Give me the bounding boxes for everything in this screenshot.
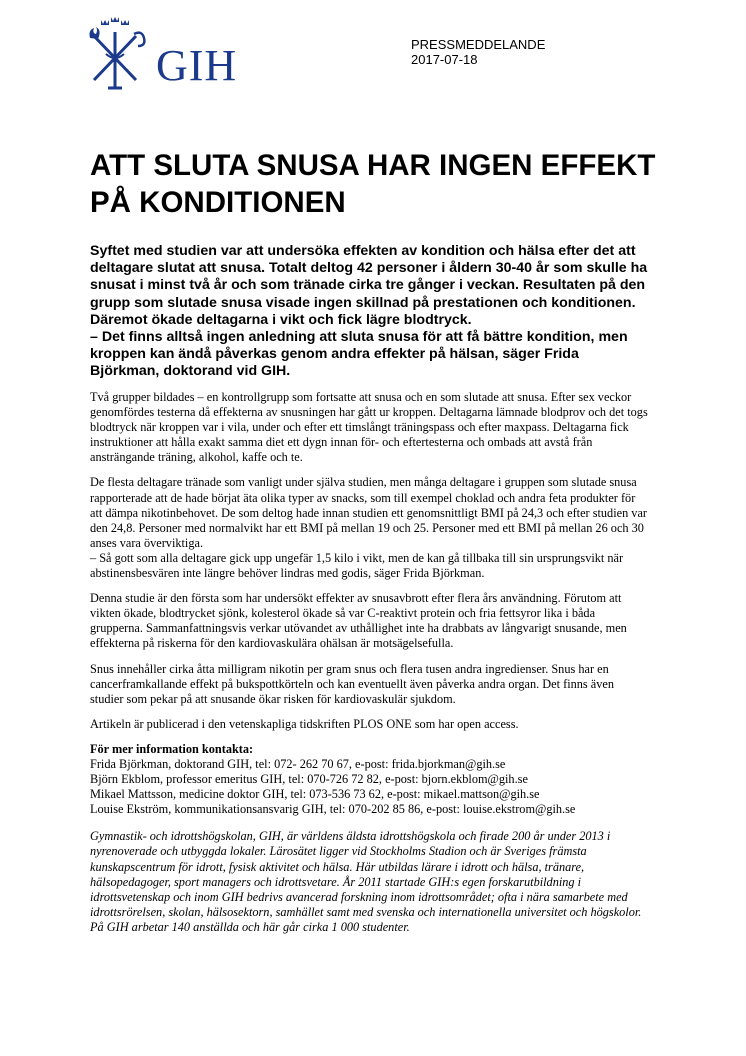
press-header [411, 37, 545, 67]
lead-section [90, 243, 650, 381]
contacts-heading: För mer information kontakta: [90, 741, 254, 756]
body-paragraph-5: Artikeln är publicerad i den vetenskapliga tidskriften PLOS ONE som har open access. [90, 716, 519, 731]
about-gih: Gymnastik- och idrottshögskolan, GIH, är världens äldsta idrottshögskola och firade 200 år under 2013 i nyrenoverade och utbyggda lokaler. Lärosätet ligger vid Stockholms Stadion och är Sveriges främsta kunskapscentrum för idrott, fysisk aktivitet och hälsa. Här utbildas lärare i idrott och hälsa, tränare, hälsopedagoger, sport managers och idrottsvetare. År 2011 startade GIH:s egen forskarutbildning i idrottsvetenskap och inom GIH bedrivs avancerad forskning inom idrottsområdet; ofta i nära samarbete med idrottsrörelsen, skolan, hälsosektorn, samhället samt med svenska och internationella universitet och högskolor. På GIH arbetar 140 anställda och här går cirka 1 000 studenter. [90, 829, 642, 934]
contact-list [90, 742, 650, 817]
logo-text: GIH [156, 41, 238, 90]
lead-quote: – Det finns alltså ingen anledning att sluta snusa för att få bättre kondition, men kroppen kan ändå påverkas genom andra effekter på hälsan, säger Frida Björkman, doktorand vid GIH. [90, 329, 628, 380]
body-quote: – Så gott som alla deltagare gick upp ungefär 1,5 kilo i vikt, men de kan gå tillbaka till sin ursprungsvikt när abstinensbesvären inte längre behöver lindras med godis, säger Frida Björkman. [90, 550, 624, 581]
contact-item: Björn Ekblom, professor emeritus GIH, tel: 070-726 72 82, e-post: bjorn.ekblom@gih.se [90, 772, 528, 787]
contact-item: Mikael Mattsson, medicine doktor GIH, tel: 073-536 73 62, e-post: mikael.mattson@gih.se [90, 787, 540, 802]
body-paragraph-3: Denna studie är den första som har undersökt effekter av snusavbrott efter flera års användning. Förutom att vikten ökade, blodtrycket sjönk, kolesterol ökade så var C-reaktivt protein och fria fettsyror lika i båda grupperna. Sammanfattningsvis verkar utövandet av uthållighet inte ha drabbats av långvarigt snusande, men effekterna på riskerna för den kardiovaskulära ohälsan är motsägelsefulla. [90, 591, 627, 651]
contact-item: Frida Björkman, doktorand GIH, tel: 072- 262 70 67, e-post: frida.bjorkman@gih.se [90, 756, 506, 771]
gih-logo [84, 14, 254, 94]
contact-item: Louise Ekström, kommunikationsansvarig GIH, tel: 070-202 85 86, e-post: louise.ekstrom@gih.se [90, 802, 576, 817]
press-release-label: PRESSMEDDELANDE [411, 37, 546, 52]
body-paragraph-4: Snus innehåller cirka åtta milligram nikotin per gram snus och flera tusen andra ingredienser. Snus har en cancerframkallande effekt på bukspottkörteln och kan eventuellt även påverka andra organ. Det finns även studier som pekar på att snusande ökar risken för kardiovaskulär sjukdom. [90, 661, 614, 706]
lead-paragraph: Syftet med studien var att undersöka effekten av kondition och hälsa efter det att deltagare slutat att snusa. Totalt deltog 42 personer i åldern 30-40 år som skulle ha snusat i minst två år och som tränade cirka tre gånger i veckan. Resultaten på den grupp som slutade snusa visade ingen skillnad på prestationen och konditionen. Däremot ökade deltagarna i vikt och fick lägre blodtryck. [90, 243, 648, 328]
body-paragraph-2: De flesta deltagare tränade som vanligt under själva studien, men många deltagare i gruppen som slutade snusa rapporterade att de hade börjat äta olika typer av snacks, som till exempel choklad och andra feta produkter för att dämpa nikotinbehovet. De som deltog hade innan studien ett genomsnittligt BMI på 24,3 och efter studien var den 24,8. Personer med normalvikt har ett BMI på mellan 19 och 25. Personer med ett BMI på mellan 26 och 30 anses vara överviktiga. [90, 475, 647, 550]
press-release-date: 2017-07-18 [411, 52, 478, 67]
body-text [90, 390, 650, 945]
headline: ATT SLUTA SNUSA HAR INGEN EFFEKT PÅ KONDITIONEN [90, 149, 656, 219]
body-paragraph-1: Två grupper bildades – en kontrollgrupp som fortsatte att snusa och en som slutade att snusa. Efter sex veckor genomfördes testerna då effekterna av snusningen har gått ur kroppen. Deltagarna lämnade blodprov och det togs blodtryck när kroppen var i vila, under och efter ett timslångt träningspass och efter maxpass. Deltagarna fick instruktioner att hålla exakt samma diet ett dygn innan för- och eftertesterna och ombads att avstå från ansträngande träning, alkohol, kaffe och te. [90, 390, 648, 465]
gih-emblem-icon [84, 14, 154, 94]
